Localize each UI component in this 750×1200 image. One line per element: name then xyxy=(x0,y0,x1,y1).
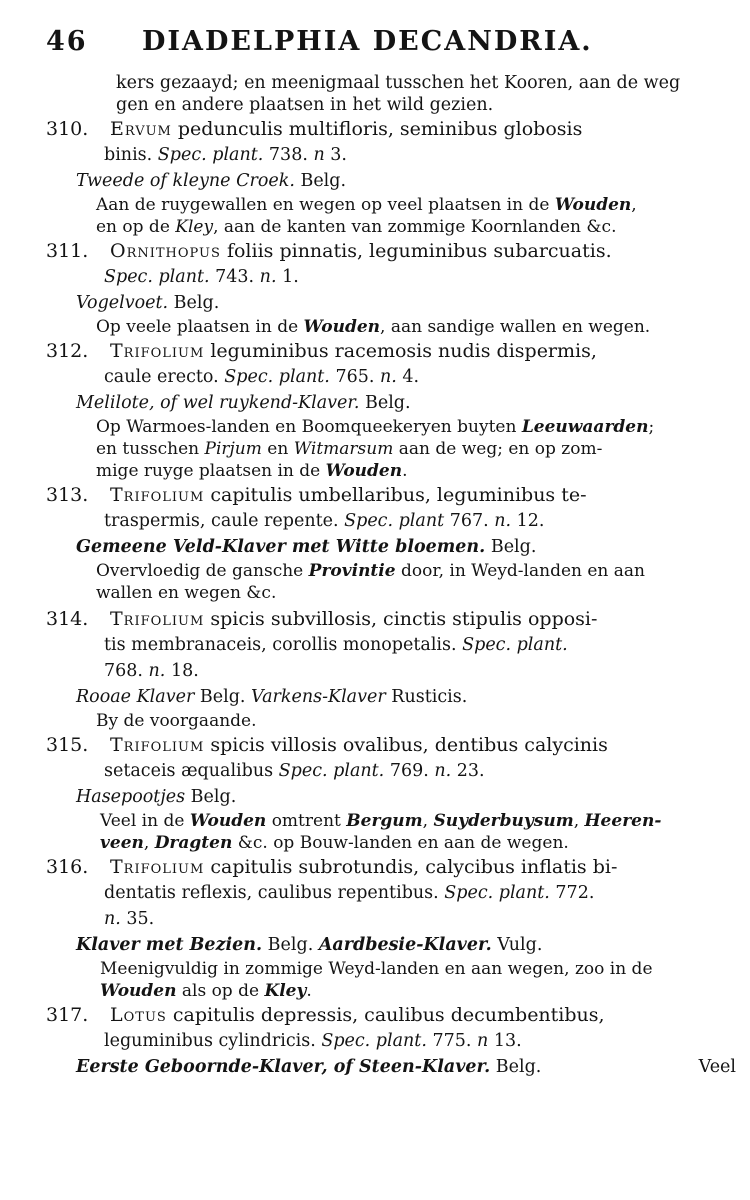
text-run: . xyxy=(306,981,312,1001)
text-line xyxy=(76,786,236,808)
text-run: Meenigvuldig in zommige Weyd-landen en aan wegen, zoo in de xyxy=(100,959,653,979)
text-run: 765. xyxy=(329,367,380,387)
text-run: 772. xyxy=(549,883,595,903)
entry-number: 313. xyxy=(46,484,89,506)
text-run: Spec. plant. xyxy=(224,367,330,387)
text-run: traspermis, caule repente. xyxy=(104,511,345,531)
text-line xyxy=(46,340,597,362)
text-run: 12. xyxy=(511,511,545,531)
text-run: Rooae Klaver xyxy=(76,687,195,707)
text-run: en op de xyxy=(96,217,176,237)
text-run: en xyxy=(261,439,294,459)
text-run: 4. xyxy=(396,367,420,387)
text-run: Varkens-Klaver xyxy=(251,687,386,707)
text-line xyxy=(76,686,467,708)
text-line xyxy=(96,710,257,732)
text-run: 13. xyxy=(488,1031,522,1051)
genus-name: Trifolium xyxy=(110,734,205,756)
text-run: , xyxy=(422,811,434,831)
text-line xyxy=(104,366,419,388)
text-run: veen xyxy=(100,833,144,853)
text-run: Vogelvoet. xyxy=(76,293,169,313)
text-run: Aan de ruygewallen en wegen op veel plaatsen in de xyxy=(96,195,555,215)
text-run: Wouden xyxy=(303,317,381,337)
text-run: Leeuwaarden xyxy=(521,417,649,437)
text-run: 743. xyxy=(209,267,260,287)
text-run: n. xyxy=(148,661,166,681)
entry-number: 315. xyxy=(46,734,89,756)
text-line xyxy=(76,934,542,956)
text-run: wallen en wegen &c. xyxy=(96,583,277,603)
text-run: Aardbesie-Klaver. xyxy=(318,935,492,955)
text-run: mige ruyge plaatsen in de xyxy=(96,461,326,481)
text-run: n. xyxy=(259,267,277,287)
entry-number: 310. xyxy=(46,118,89,140)
text-run: Suyderbuysum xyxy=(433,811,574,831)
text-run: leguminibus cylindricis. xyxy=(104,1031,322,1051)
text-run: By de voorgaande. xyxy=(96,711,257,731)
entry-number: 316. xyxy=(46,856,89,878)
text-run: , xyxy=(573,811,585,831)
text-line xyxy=(104,1030,522,1052)
text-line xyxy=(76,170,346,192)
text-line xyxy=(104,882,594,904)
text-run: Wouden xyxy=(325,461,403,481)
text-line xyxy=(104,660,199,682)
text-run: Kley xyxy=(175,217,214,237)
text-run: Spec. plant. xyxy=(462,635,568,655)
text-run: capitulis umbellaribus, leguminibus te- xyxy=(204,484,587,506)
text-line xyxy=(96,582,276,604)
text-run: 3. xyxy=(324,145,347,165)
text-run: , xyxy=(143,833,155,853)
text-line xyxy=(100,832,569,854)
text-run: Melilote, of wel ruykend-Klaver. xyxy=(76,393,360,413)
text-run: Belg. xyxy=(485,537,537,557)
entry-number: 312. xyxy=(46,340,89,362)
text-run: setaceis æqualibus xyxy=(104,761,279,781)
text-run: Belg. xyxy=(490,1057,542,1077)
text-line xyxy=(96,460,408,482)
text-run: n xyxy=(313,145,325,165)
text-run: Eerste Geboornde-Klaver, of Steen-Klaver. xyxy=(76,1057,491,1077)
text-line xyxy=(96,316,650,338)
text-run: kers gezaayd; en meenigmaal tusschen het Kooren, aan de weg xyxy=(116,73,681,93)
text-run: 738. xyxy=(263,145,314,165)
text-run: Wouden xyxy=(554,195,632,215)
text-run: Tweede of kleyne Croek. xyxy=(76,171,295,191)
genus-name: Lotus xyxy=(110,1004,167,1026)
text-run: 18. xyxy=(165,661,199,681)
text-run: n. xyxy=(379,367,397,387)
text-run: n. xyxy=(104,909,121,929)
text-line xyxy=(76,1056,541,1078)
text-line xyxy=(46,240,612,262)
text-line xyxy=(46,608,597,630)
text-run: 35. xyxy=(120,909,155,929)
text-run: Wouden xyxy=(189,811,267,831)
text-line xyxy=(116,72,680,94)
text-run: Spec. plant. xyxy=(104,267,210,287)
text-run: en tusschen xyxy=(96,439,205,459)
text-run: Overvloedig de gansche xyxy=(96,561,309,581)
text-run: n. xyxy=(434,761,452,781)
text-line xyxy=(104,266,299,288)
text-run: binis. xyxy=(104,145,158,165)
text-line xyxy=(46,856,617,878)
text-line xyxy=(76,392,411,414)
text-run: tis membranaceis, corollis monopetalis. xyxy=(104,635,463,655)
text-line xyxy=(46,1004,605,1026)
running-head xyxy=(46,22,736,66)
text-line xyxy=(96,438,602,460)
text-run: Gemeene Veld-Klaver met Witte bloemen. xyxy=(76,537,486,557)
text-run: als op de xyxy=(176,981,265,1001)
text-run: ; xyxy=(648,417,655,437)
text-run: capitulis subrotundis, calycibus inflatis bi- xyxy=(204,856,618,878)
text-line xyxy=(100,980,312,1002)
text-line xyxy=(96,416,654,438)
text-run: Belg. xyxy=(185,787,237,807)
text-run: Hasepootjes xyxy=(76,787,186,807)
text-run: Veel in de xyxy=(100,811,190,831)
genus-name: Trifolium xyxy=(110,484,205,506)
text-run: foliis pinnatis, leguminibus subarcuatis. xyxy=(220,240,612,262)
text-run: Kley xyxy=(264,981,307,1001)
entry-number: 314. xyxy=(46,608,89,630)
entry-number: 317. xyxy=(46,1004,89,1026)
text-line xyxy=(46,734,608,756)
text-run: Heeren- xyxy=(584,811,662,831)
text-run: Spec. plant. xyxy=(321,1031,427,1051)
text-run: Spec. plant xyxy=(344,511,445,531)
text-run: caule erecto. xyxy=(104,367,225,387)
text-line xyxy=(100,958,653,980)
text-run: leguminibus racemosis nudis dispermis, xyxy=(204,340,597,362)
text-run: n. xyxy=(494,511,512,531)
entry-number: 311. xyxy=(46,240,89,262)
text-run: spicis subvillosis, cinctis stipulis opposi- xyxy=(204,608,598,630)
genus-name: Ornithopus xyxy=(110,240,221,262)
text-run: 23. xyxy=(451,761,485,781)
text-run: Spec. plant. xyxy=(157,145,264,165)
text-line xyxy=(76,536,536,558)
genus-name: Ervum xyxy=(110,118,172,140)
text-run: Rusticis. xyxy=(385,687,468,707)
text-line xyxy=(104,510,544,532)
text-run: , xyxy=(631,195,637,215)
page-number: 46 xyxy=(46,26,88,57)
text-run: Dragten xyxy=(154,833,233,853)
text-line xyxy=(104,908,154,930)
text-run: 767. xyxy=(444,511,495,531)
text-run: aan de weg; en op zom- xyxy=(393,439,603,459)
text-run: &c. op Bouw-landen en aan de wegen. xyxy=(232,833,569,853)
text-line xyxy=(100,810,661,832)
text-run: Vulg. xyxy=(491,935,543,955)
text-run: Wouden xyxy=(100,981,177,1001)
text-run: Bergum xyxy=(346,811,423,831)
text-run: capitulis depressis, caulibus decumbentibus, xyxy=(166,1004,605,1026)
text-run: Belg. xyxy=(294,171,347,191)
text-run: Pirjum xyxy=(204,439,262,459)
text-line xyxy=(76,292,219,314)
text-run: pedunculis multifloris, seminibus globosis xyxy=(171,118,583,140)
text-run: door, in Weyd-landen en aan xyxy=(395,561,646,581)
text-run: dentatis reflexis, caulibus repentibus. xyxy=(104,883,445,903)
text-run: Belg. xyxy=(194,687,252,707)
catchword: Veel xyxy=(698,1057,736,1077)
text-run: omtrent xyxy=(266,811,347,831)
text-run: Spec. plant. xyxy=(278,761,385,781)
text-line xyxy=(96,194,637,216)
text-run: Op veele plaatsen in de xyxy=(96,317,304,337)
genus-name: Trifolium xyxy=(110,340,205,362)
text-run: 775. xyxy=(426,1031,477,1051)
genus-name: Trifolium xyxy=(110,608,205,630)
text-run: spicis villosis ovalibus, dentibus calycinis xyxy=(204,734,608,756)
text-run: Klaver met Bezien. xyxy=(76,935,263,955)
text-line xyxy=(46,484,587,506)
text-line xyxy=(116,94,493,116)
text-run: . xyxy=(402,461,408,481)
text-run: 768. xyxy=(104,661,149,681)
text-run: Spec. plant. xyxy=(444,883,550,903)
text-run: , aan sandige wallen en wegen. xyxy=(380,317,651,337)
text-run: , aan de kanten van zommige Koornlanden &c. xyxy=(213,217,617,237)
text-run: Belg. xyxy=(262,935,319,955)
text-run: n xyxy=(477,1031,489,1051)
genus-name: Trifolium xyxy=(110,856,205,878)
text-run: gen en andere plaatsen in het wild gezien. xyxy=(116,95,494,115)
text-line xyxy=(96,560,645,582)
text-line xyxy=(46,118,582,140)
text-run: 1. xyxy=(276,267,299,287)
running-title: DIADELPHIA DECANDRIA. xyxy=(142,26,593,57)
text-line xyxy=(104,144,347,166)
text-run: Belg. xyxy=(168,293,220,313)
text-run: Op Warmoes-landen en Boomqueekeryen buyten xyxy=(96,417,522,437)
text-run: Witmarsum xyxy=(293,439,394,459)
text-run: 769. xyxy=(384,761,435,781)
text-line xyxy=(96,216,616,238)
text-run: Provintie xyxy=(308,561,396,581)
text-line xyxy=(104,634,568,656)
text-run: Belg. xyxy=(359,393,411,413)
text-line xyxy=(104,760,485,782)
